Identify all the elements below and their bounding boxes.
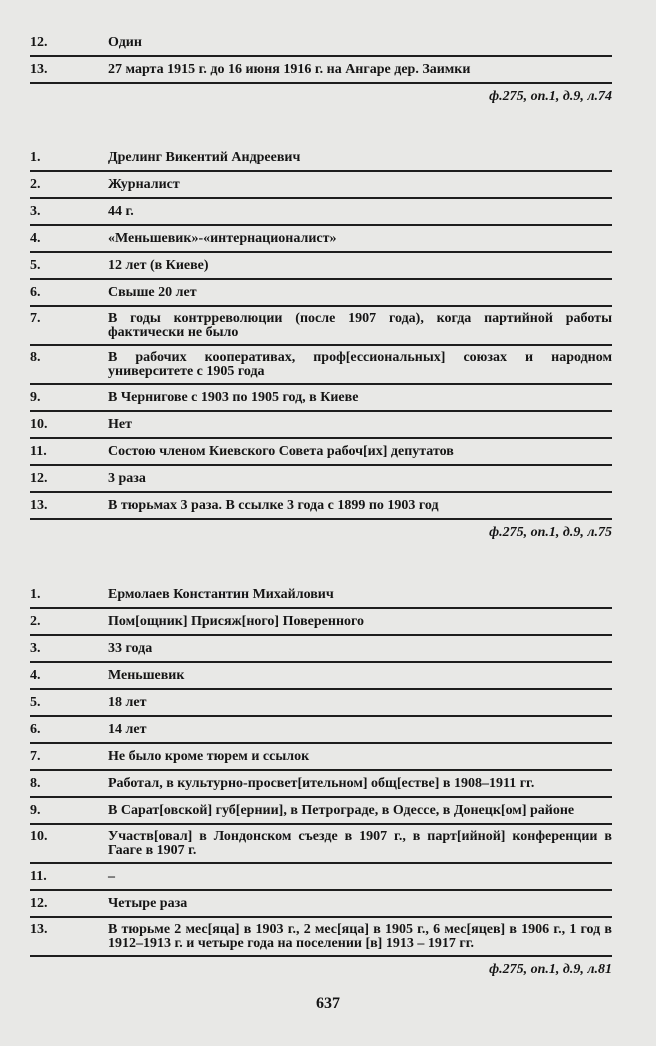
row-answer: Не было кроме тюрем и ссылок <box>108 749 310 764</box>
row-answer: В Чернигове с 1903 по 1905 год, в Киеве <box>108 390 359 405</box>
table-row <box>30 280 612 307</box>
row-number: 9. <box>30 390 41 405</box>
row-number: 1. <box>30 150 41 165</box>
archive-citation: ф.275, оп.1, д.9, л.81 <box>489 962 612 977</box>
table-row <box>30 253 612 280</box>
row-number: 13. <box>30 922 48 937</box>
row-answer: В Сарат[овской] губ[ернии], в Петрограде, в Одессе, в Донецк[ом] районе <box>108 803 575 818</box>
row-answer: Четыре раза <box>108 896 188 911</box>
questionnaire-block-2 <box>30 145 612 541</box>
row-answer: – <box>108 869 115 884</box>
row-number: 2. <box>30 177 41 192</box>
row-number: 11. <box>30 444 47 459</box>
table-row <box>30 717 612 744</box>
table-row <box>30 57 612 84</box>
row-answer: 33 года <box>108 641 153 656</box>
row-number: 13. <box>30 498 48 513</box>
table-row <box>30 918 612 957</box>
row-answer: Работал, в культурно-просвет[ительном] общ[естве] в 1908–1911 гг. <box>108 776 535 791</box>
row-answer: Нет <box>108 417 132 432</box>
row-number: 11. <box>30 869 47 884</box>
row-number: 3. <box>30 641 41 656</box>
table-row <box>30 439 612 466</box>
table-row <box>30 864 612 891</box>
row-number: 6. <box>30 285 41 300</box>
table-row <box>30 798 612 825</box>
row-answer: Дрелинг Викентий Андреевич <box>108 150 301 165</box>
row-number: 7. <box>30 749 41 764</box>
row-answer: 14 лет <box>108 722 147 737</box>
row-number: 3. <box>30 204 41 219</box>
row-answer: Журналист <box>108 177 180 192</box>
row-answer: В годы контрреволюции (после 1907 года), когда партийной работы фактически не было <box>108 311 612 340</box>
row-answer: В тюрьмах 3 раза. В ссылке 3 года с 1899 по 1903 год <box>108 498 439 513</box>
row-number: 10. <box>30 417 48 432</box>
table-row <box>30 226 612 253</box>
table-row <box>30 744 612 771</box>
row-answer: «Меньшевик»-«интернационалист» <box>108 231 337 246</box>
row-number: 4. <box>30 668 41 683</box>
row-answer: Состою членом Киевского Совета рабоч[их] депутатов <box>108 444 454 459</box>
row-number: 12. <box>30 35 48 50</box>
row-number: 8. <box>30 776 41 791</box>
row-answer: Один <box>108 35 142 50</box>
row-answer: Меньшевик <box>108 668 185 683</box>
table-row <box>30 771 612 798</box>
row-number: 7. <box>30 311 41 326</box>
row-number: 4. <box>30 231 41 246</box>
table-row <box>30 891 612 918</box>
table-row <box>30 663 612 690</box>
row-number: 12. <box>30 471 48 486</box>
page-number: 637 <box>316 995 340 1012</box>
row-answer: 18 лет <box>108 695 147 710</box>
row-number: 10. <box>30 829 48 844</box>
table-row <box>30 582 612 609</box>
row-number: 13. <box>30 62 48 77</box>
table-row <box>30 145 612 172</box>
table-row <box>30 346 612 385</box>
table-row <box>30 385 612 412</box>
table-row <box>30 609 612 636</box>
row-answer: Пом[ощник] Присяж[ного] Поверенного <box>108 614 365 629</box>
table-row <box>30 690 612 717</box>
row-number: 2. <box>30 614 41 629</box>
questionnaire-block-3 <box>30 582 612 978</box>
row-number: 8. <box>30 350 41 365</box>
archive-citation: ф.275, оп.1, д.9, л.74 <box>489 89 612 104</box>
row-number: 1. <box>30 587 41 602</box>
table-row <box>30 466 612 493</box>
row-answer: Участв[овал] в Лондонском съезде в 1907 г., в парт[ийной] конференции в Гааге в 1907 г. <box>108 829 612 858</box>
row-answer: 12 лет (в Киеве) <box>108 258 209 273</box>
row-answer: Ермолаев Константин Михайлович <box>108 587 334 602</box>
row-answer: 3 раза <box>108 471 146 486</box>
table-row <box>30 172 612 199</box>
table-row <box>30 30 612 57</box>
table-row <box>30 307 612 346</box>
row-number: 5. <box>30 695 41 710</box>
row-number: 5. <box>30 258 41 273</box>
row-number: 12. <box>30 896 48 911</box>
row-answer: 44 г. <box>108 204 134 219</box>
row-answer: В тюрьме 2 мес[яца] в 1903 г., 2 мес[яца] в 1905 г., 6 мес[яцев] в 1906 г., 1 год в 1912–1913 г. и четыре года на поселении [в] 1913 – 1917 гг. <box>108 922 612 951</box>
table-row <box>30 412 612 439</box>
table-row <box>30 493 612 520</box>
table-row <box>30 825 612 864</box>
table-row <box>30 199 612 226</box>
row-number: 6. <box>30 722 41 737</box>
row-number: 9. <box>30 803 41 818</box>
row-answer: 27 марта 1915 г. до 16 июня 1916 г. на Ангаре дер. Заимки <box>108 62 471 77</box>
row-answer: В рабочих кооперативах, проф[ессиональных] союзах и народном университете с 1905 года <box>108 350 612 379</box>
row-answer: Свыше 20 лет <box>108 285 197 300</box>
archive-citation: ф.275, оп.1, д.9, л.75 <box>489 525 612 540</box>
table-row <box>30 636 612 663</box>
questionnaire-block-1 <box>30 30 612 105</box>
